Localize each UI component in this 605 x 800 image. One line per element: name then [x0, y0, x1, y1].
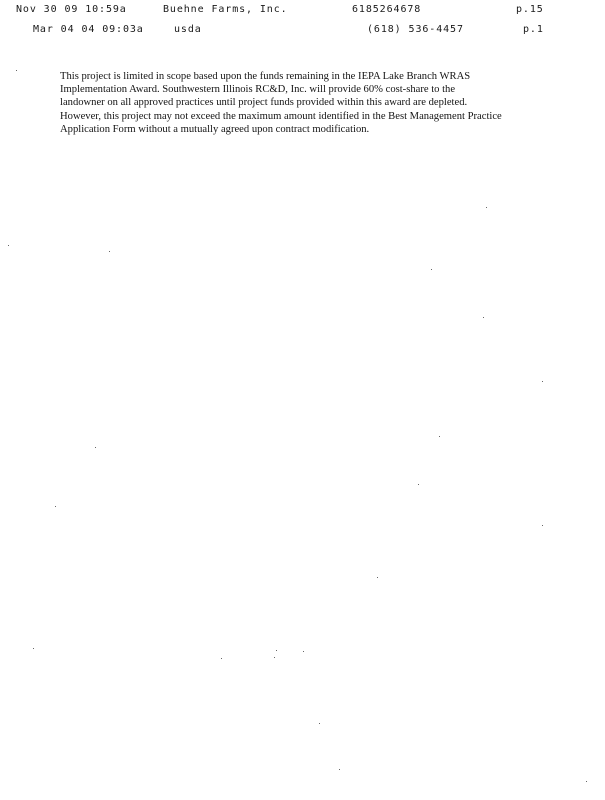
fax-datetime: Mar 04 04 09:03a [33, 24, 144, 35]
scan-speck [55, 506, 56, 507]
scan-speck [542, 381, 543, 382]
fax-sender: usda [174, 24, 202, 35]
paragraph-line: Implementation Award. Southwestern Illinois RC&D, Inc. will provide 60% cost-share to the [60, 84, 456, 96]
scan-speck [274, 657, 275, 658]
fax-sender: Buehne Farms, Inc. [163, 4, 288, 15]
scan-speck [418, 484, 419, 485]
fax-phone: (618) 536-4457 [367, 24, 464, 35]
paragraph-line: This project is limited in scope based upon the funds remaining in the IEPA Lake Branch WRAS [60, 71, 471, 82]
scan-speck [586, 781, 587, 782]
scan-speck [8, 245, 9, 246]
scan-speck [339, 769, 340, 770]
paragraph-line: However, this project may not exceed the maximum amount identified in the Best Management Practice [60, 110, 502, 122]
fax-header-line-1 [0, 4, 605, 16]
scan-speck [16, 70, 17, 71]
scan-speck [431, 269, 432, 270]
scan-speck [221, 658, 222, 659]
fax-datetime: Nov 30 09 10:59a [16, 4, 127, 15]
paragraph-line: Application Form without a mutually agreed upon contract modification. [60, 123, 370, 135]
fax-phone: 6185264678 [352, 4, 422, 15]
scan-speck [439, 436, 440, 437]
scan-speck [109, 251, 110, 252]
scan-speck [319, 723, 320, 724]
document-paragraph [60, 70, 538, 136]
fax-header-line-2 [0, 24, 605, 36]
scan-speck [33, 648, 34, 649]
fax-page-number: p.15 [516, 4, 544, 15]
scan-speck [377, 577, 378, 578]
scan-speck [95, 447, 96, 448]
scan-speck [276, 650, 277, 651]
fax-page-number: p.1 [523, 24, 544, 35]
scan-speck [542, 525, 543, 526]
paragraph-line: landowner on all approved practices until project funds provided within this award are depleted. [60, 97, 468, 109]
scan-speck [486, 207, 487, 208]
scan-speck [303, 651, 304, 652]
scan-speck [483, 317, 484, 318]
